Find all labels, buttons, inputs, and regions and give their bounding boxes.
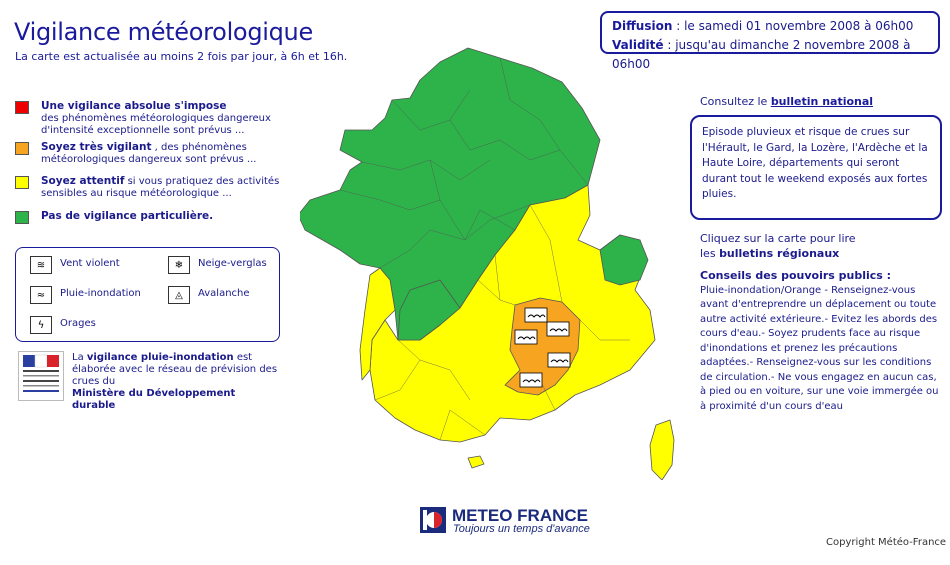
legend-strong: Soyez attentif <box>41 175 125 187</box>
page-subtitle: La carte est actualisée au moins 2 fois par jour, à 6h et 16h. <box>15 50 348 63</box>
phenomenon-snow <box>168 256 278 274</box>
legend-strong: Soyez très vigilant <box>41 141 152 153</box>
diffusion-line <box>612 17 928 36</box>
validite-label: Validité <box>612 38 664 52</box>
advice-text: Pluie-inondation/Orange - Renseignez-vous avant d'entreprendre un déplacement ou toute autre activité extérieure.- Evitez les abords des cours d'eau.- Soyez prudents face au risque d'inondations et prenez les précautions adaptées.- Renseignez-vous sur les conditions de circulation.- Ne vous engagez en aucun cas, à pied ou en voiture, sur une voie immergée ou à proximité d'un cours d'eau <box>700 284 939 412</box>
regional-line1: Cliquez sur la carte pour lire <box>700 232 856 245</box>
legend-text: , des phénomènes météorologiques dangereux sont prévus ... <box>41 142 257 165</box>
legend-item-orange <box>15 141 275 169</box>
regional-bulletins-link[interactable]: bulletins régionaux <box>719 247 840 260</box>
ministry-link[interactable]: Ministère du Développement durable <box>72 388 236 411</box>
meteo-france-tagline: Toujours un temps d'avance <box>453 523 590 535</box>
flood-network-info <box>72 352 282 412</box>
phenomenon-label: Neige-verglas <box>198 258 267 269</box>
diffusion-value: : le samedi 01 novembre 2008 à 06h00 <box>672 19 914 33</box>
legend-swatch-red <box>15 101 29 114</box>
legend-item-red <box>15 100 275 136</box>
legend-strong: Une vigilance absolue s'impose <box>41 100 227 112</box>
copyright: Copyright Météo-France <box>826 537 947 548</box>
national-bulletin-line <box>700 95 873 108</box>
regional-bulletins <box>700 231 856 261</box>
legend-swatch-green <box>15 211 29 224</box>
episode-summary-box: Episode pluvieux et risque de crues sur l'Hérault, le Gard, la Lozère, l'Ardèche et la Haute Loire, départements qui seront durant tout le weekend exposés aux fortes pluies. <box>690 115 942 220</box>
region-corsica <box>650 420 674 480</box>
rain-flood-icon <box>525 308 547 322</box>
legend-text: des phénomènes météorologiques dangereux d'intensité exceptionnelle sont prévus ... <box>41 113 271 136</box>
legend-strong: Pas de vigilance particulière. <box>41 210 214 222</box>
rain-flood-icon <box>515 330 537 344</box>
wind-icon: ≋ <box>30 256 52 274</box>
phenomenon-label: Vent violent <box>60 258 120 269</box>
storm-icon: ϟ <box>30 316 52 334</box>
region-island <box>468 456 484 468</box>
phenomenon-rain <box>30 286 160 304</box>
phenomenon-storm <box>30 316 160 334</box>
page-title: Vigilance météorologique <box>14 18 313 46</box>
regional-pre: les <box>700 247 720 260</box>
phenomenon-label: Pluie-inondation <box>60 288 141 299</box>
phenomenon-avalanche <box>168 286 278 304</box>
meteo-france-brand: METEO FRANCE <box>452 506 588 525</box>
legend-text: si vous pratiquez des activités sensibles au risque météorologique ... <box>41 176 280 199</box>
bulletin-prefix: Consultez le <box>700 95 771 108</box>
diffusion-label: Diffusion <box>612 19 673 33</box>
legend-swatch-yellow <box>15 176 29 189</box>
info-line1-pre: La <box>72 352 87 363</box>
ministry-logo <box>18 351 64 401</box>
national-bulletin-link[interactable]: bulletin national <box>770 95 874 108</box>
avalanche-icon: ◬ <box>168 286 190 304</box>
phenomenon-wind <box>30 256 160 274</box>
info-line1-strong: vigilance pluie-inondation <box>86 352 234 363</box>
public-advice <box>700 269 940 414</box>
france-vigilance-map[interactable] <box>300 40 690 480</box>
region-alps <box>600 235 648 285</box>
phenomena-legend-box <box>15 247 280 342</box>
meteo-france-logo-icon <box>420 507 446 533</box>
snow-ice-icon: ❄ <box>168 256 190 274</box>
validite-value: : jusqu'au dimanche 2 novembre 2008 à 06h00 <box>612 38 911 71</box>
legend-item-yellow <box>15 175 280 203</box>
advice-heading: Conseils des pouvoirs publics : <box>700 269 892 282</box>
rain-flood-icon <box>520 373 542 387</box>
phenomenon-label: Avalanche <box>198 288 250 299</box>
rain-flood-icon <box>548 353 570 367</box>
rain-flood-icon <box>547 322 569 336</box>
legend-item-green <box>15 210 275 226</box>
info-line2: est élaborée avec le réseau de prévision des crues du <box>72 352 278 387</box>
phenomenon-label: Orages <box>60 318 96 329</box>
rain-flood-icon: ≈ <box>30 286 52 304</box>
legend-swatch-orange <box>15 142 29 155</box>
